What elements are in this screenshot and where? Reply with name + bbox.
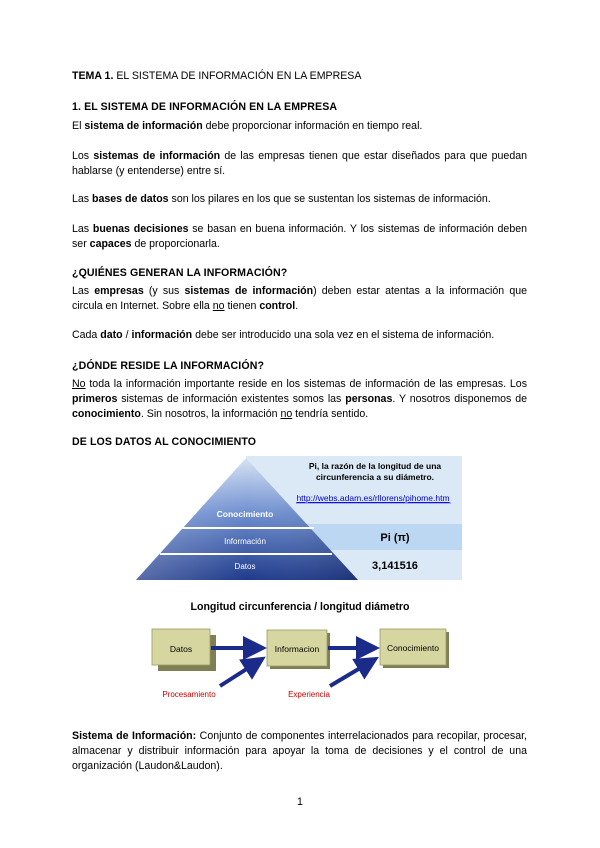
pyramid-level-datos: Datos (234, 562, 256, 571)
pi-value: 3,141516 (372, 560, 418, 572)
flow-diagram (152, 629, 449, 699)
paragraph-6: Cada dato / información debe ser introducido una sola vez en el sistema de información. (72, 329, 495, 341)
title-text: EL SISTEMA DE INFORMACIÓN EN LA EMPRESA (113, 70, 362, 82)
page-number: 1 (297, 796, 303, 808)
flow-label-informacion: Informacion (274, 644, 320, 654)
pi-link[interactable]: http://webs.adam.es/rllorens/pihome.htm (296, 493, 450, 503)
label-procesamiento: Procesamiento (162, 690, 216, 699)
pyramid-caption: Longitud circunferencia / longitud diámetro (190, 601, 410, 613)
paragraph-3: Las bases de datos son los pilares en los que se sustentan los sistemas de información. (72, 193, 491, 205)
pi-label: Pi (π) (380, 532, 410, 544)
label-experiencia: Experiencia (288, 690, 330, 699)
heading-section-2: ¿QUIÉNES GENERAN LA INFORMACIÓN? (72, 267, 288, 279)
paragraph-2: Los sistemas de información de las empresas tienen que estar diseñados para que puedan hablarse (y entenderse) entre sí. (72, 150, 528, 177)
heading-section-1: 1. EL SISTEMA DE INFORMACIÓN EN LA EMPRESA (72, 101, 338, 113)
flow-label-datos: Datos (169, 644, 193, 654)
paragraph-4: Las buenas decisiones se basan en buena información. Y los sistemas de información deben ser capaces de proporcionarla. (72, 223, 527, 250)
pyramid-level-conocimiento: Conocimiento (216, 509, 274, 519)
paragraph-7: No toda la información importante reside en los sistemas de información de las empresas. Los primeros sistemas de información existentes somos las personas. Y nosotros disponemos de conocimiento. Sin nosotros, la información no tendría sentido. (72, 378, 527, 420)
heading-section-3: ¿DÓNDE RESIDE LA INFORMACIÓN? (72, 360, 265, 372)
definition-paragraph: Sistema de Información: Conjunto de componentes interrelacionados para recopilar, procesar, almacenar y distribuir información para apoyar la toma de decisiones y el control de una organización (Laudon&Laudon). (72, 730, 527, 772)
paragraph-5: Las empresas (y sus sistemas de información) deben estar atentas a la información que circula en Internet. Sobre ella no tienen control. (72, 285, 527, 312)
heading-section-4: DE LOS DATOS AL CONOCIMIENTO (72, 436, 257, 448)
box-text-line-1: Pi, la razón de la longitud de una (308, 461, 442, 471)
arrow-experiencia (330, 661, 372, 686)
paragraph-1: El sistema de información debe proporcionar información en tiempo real. (72, 120, 423, 132)
arrow-procesamiento (220, 661, 259, 686)
flow-label-conocimiento: Conocimiento (387, 643, 439, 653)
box-text-line-2: circunferencia a su diámetro. (315, 472, 435, 482)
pyramid-level-informacion: Información (224, 537, 266, 546)
title-number: TEMA 1. (72, 70, 114, 82)
